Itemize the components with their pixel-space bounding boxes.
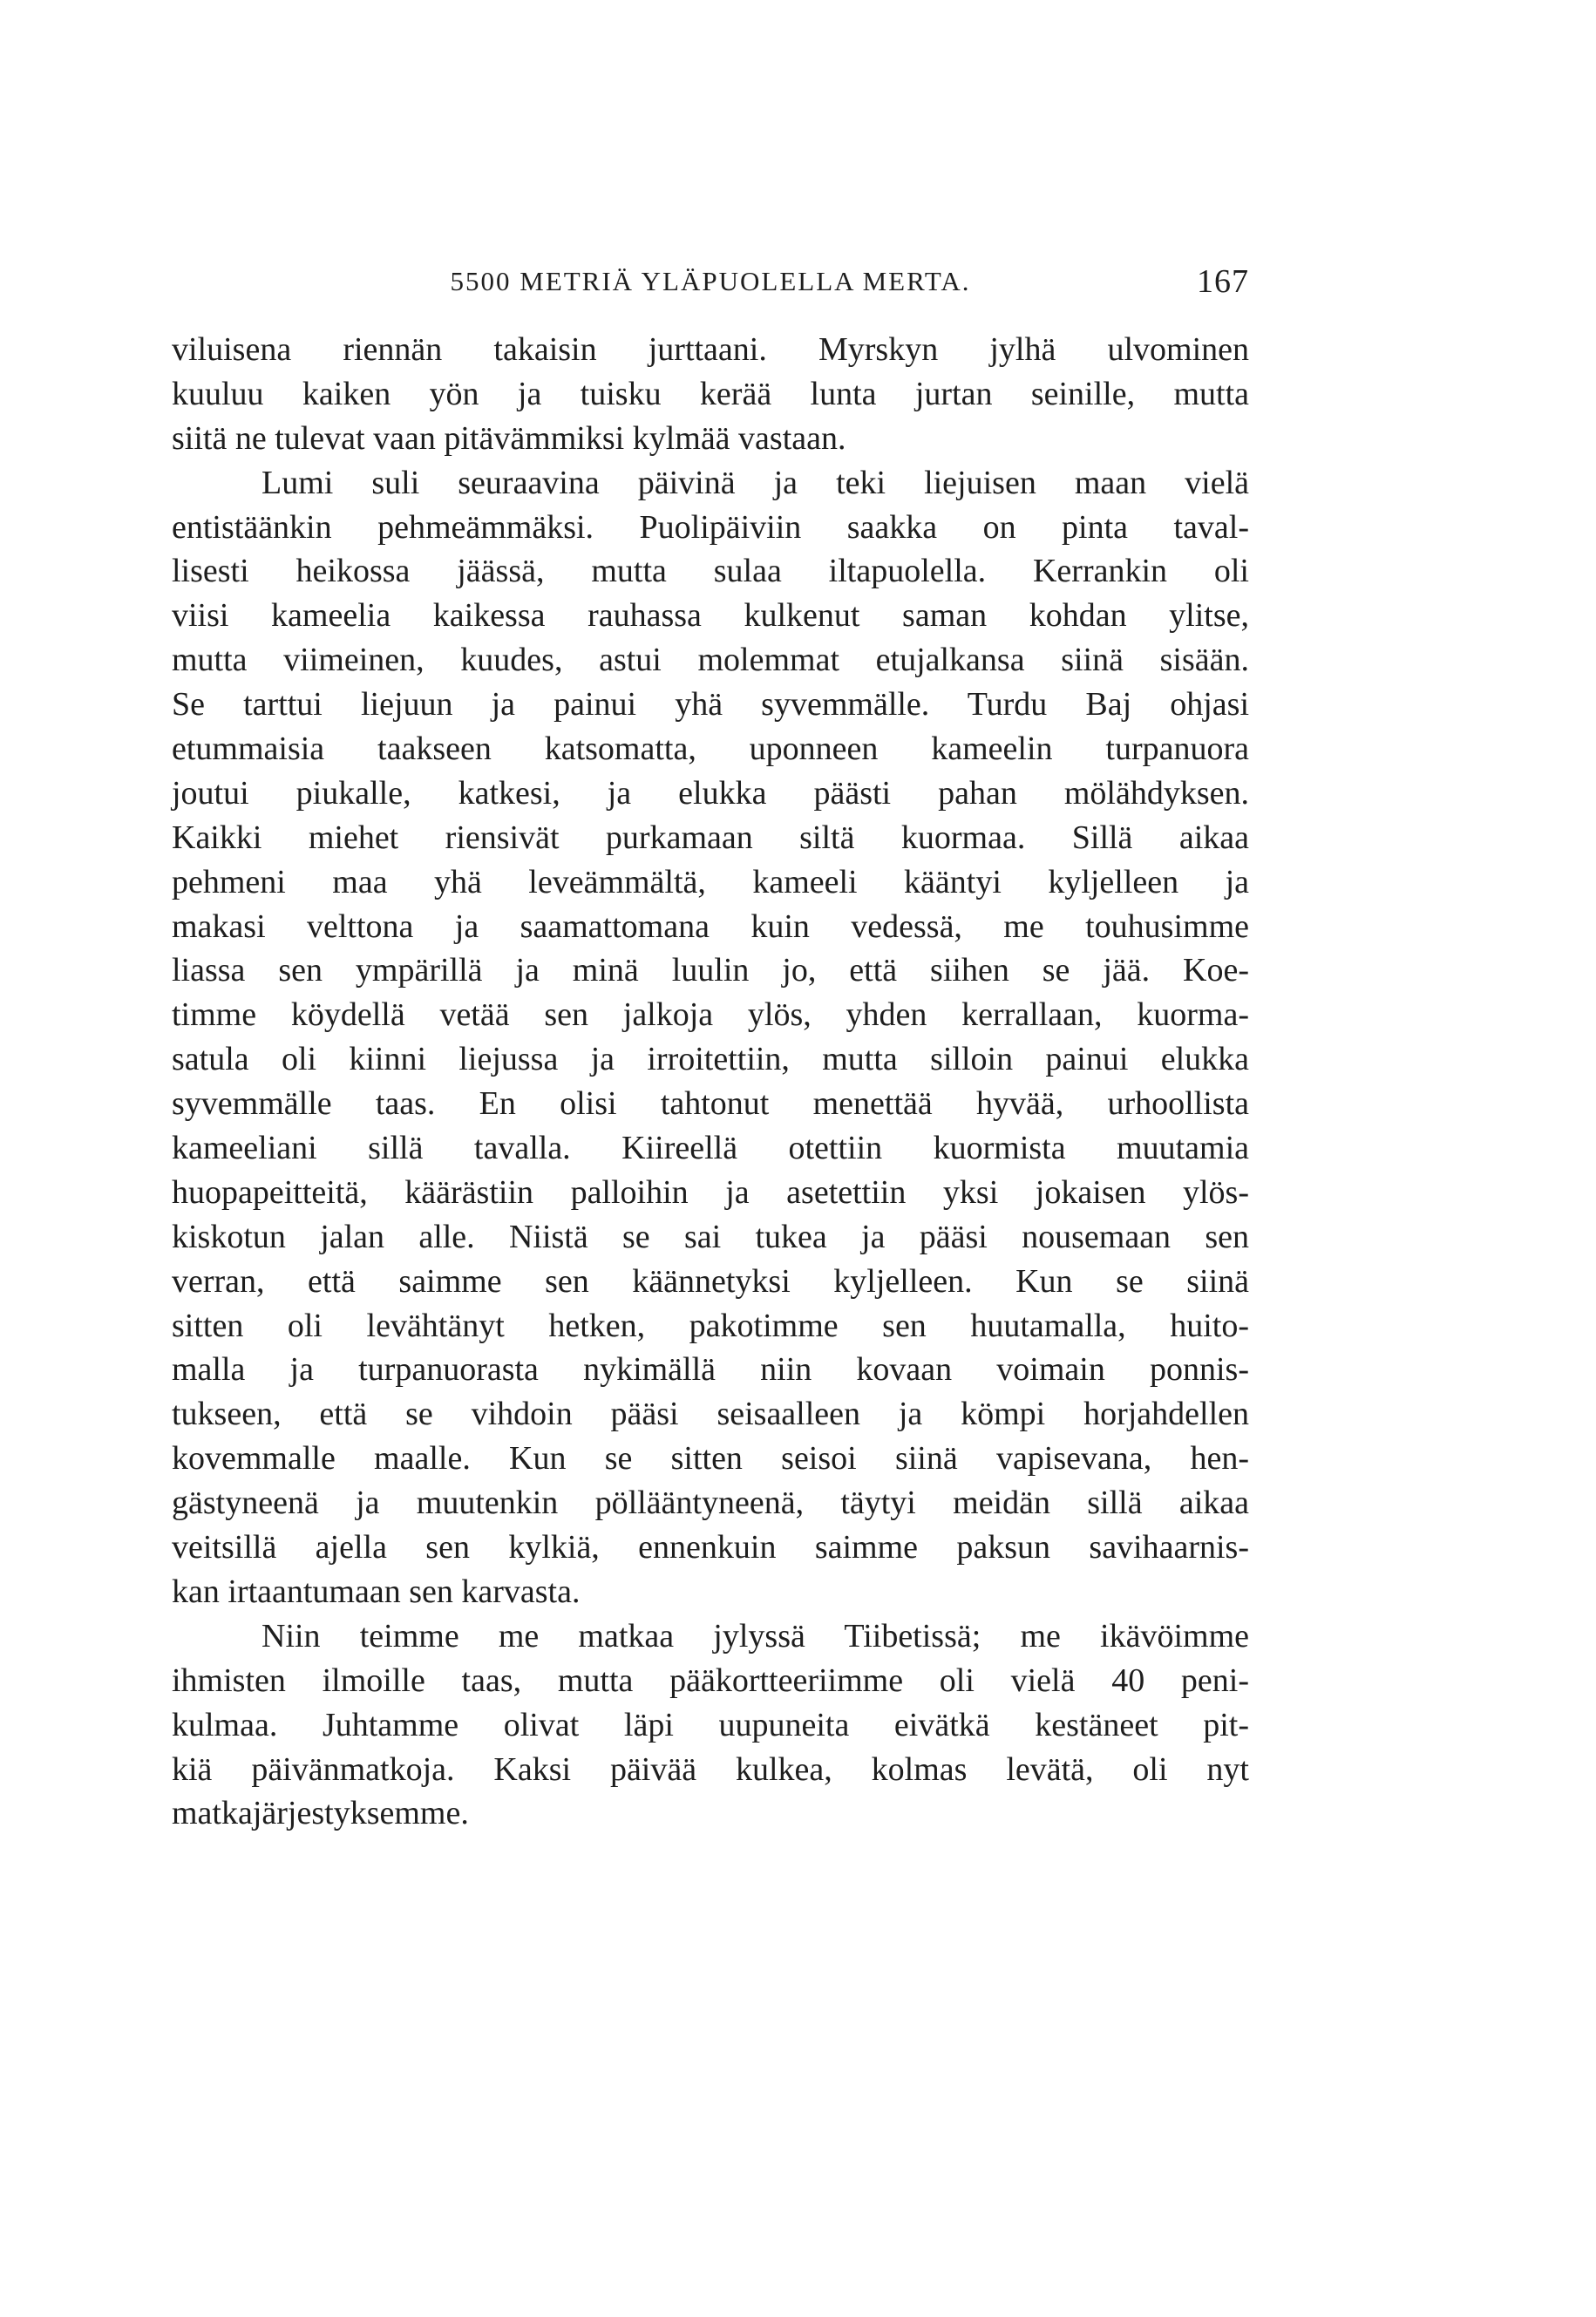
running-head <box>172 263 1249 309</box>
text-line: Kaikki miehet riensivät purkamaan siltä kuormaa. Sillä aikaa <box>172 819 1249 856</box>
text-line: lisesti heikossa jäässä, mutta sulaa iltapuolella. Kerrankin oli <box>172 553 1249 590</box>
text-line: satula oli kiinni liejussa ja irroitettiin, mutta silloin painui elukka <box>172 1041 1249 1078</box>
text-line: kiskotun jalan alle. Niistä se sai tukea ja pääsi nousemaan sen <box>172 1218 1249 1255</box>
text-line: entistäänkin pehmeämmäksi. Puolipäiviin saakka on pinta taval- <box>172 508 1249 546</box>
text-line: mutta viimeinen, kuudes, astui molemmat etujalkansa siinä sisään. <box>172 642 1249 679</box>
text-line: kovemmalle maalle. Kun se sitten seisoi siinä vapisevana, hen- <box>172 1440 1249 1478</box>
text-line: timme köydellä vetää sen jalkoja ylös, yhden kerrallaan, kuorma- <box>172 996 1249 1034</box>
text-line: ihmisten ilmoille taas, mutta pääkortteeriimme oli vielä 40 peni- <box>172 1661 1249 1699</box>
text-line: syvemmälle taas. En olisi tahtonut menettää hyvää, urhoollista <box>172 1085 1249 1123</box>
text-line: viluisena riennän takaisin jurttaani. Myrskyn jylhä ulvominen <box>172 331 1249 368</box>
text-line: pehmeni maa yhä leveämmältä, kameeli kääntyi kyljelleen ja <box>172 863 1249 900</box>
text-line: etummaisia taakseen katsomatta, uponneen kameelin turpanuora <box>172 730 1249 768</box>
text-line: gästyneenä ja muutenkin pöllääntyneenä, täytyi meidän sillä aikaa <box>172 1485 1249 1522</box>
text-line: malla ja turpanuorasta nykimällä niin kovaan voimain ponnis- <box>172 1351 1249 1389</box>
paragraph-first-line: Lumi suli seuraavina päivinä ja teki liejuisen maan vielä <box>261 464 1249 501</box>
text-line: kiä päivänmatkoja. Kaksi päivää kulkea, kolmas levätä, oli nyt <box>172 1750 1249 1788</box>
text-line: kuuluu kaiken yön ja tuisku kerää lunta jurtan seinille, mutta <box>172 375 1249 412</box>
text-line: matkajärjestyksemme. <box>172 1795 469 1832</box>
text-line: siitä ne tulevat vaan pitävämmiksi kylmää vastaan. <box>172 419 846 457</box>
text-line: joutui piukalle, katkesi, ja elukka päästi pahan mölähdyksen. <box>172 774 1249 812</box>
text-line: makasi velttona ja saamattomana kuin vedessä, me touhusimme <box>172 907 1249 945</box>
text-line: veitsillä ajella sen kylkiä, ennenkuin saimme paksun savihaarnis- <box>172 1529 1249 1566</box>
running-title: 5500 METRIÄ YLÄPUOLELLA MERTA. <box>450 266 971 296</box>
text-line: huopapeitteitä, käärästiin palloihin ja asetettiin yksi jokaisen ylös- <box>172 1173 1249 1211</box>
text-line: verran, että saimme sen käännetyksi kyljelleen. Kun se siinä <box>172 1262 1249 1300</box>
text-line: Se tarttui liejuun ja painui yhä syvemmälle. Turdu Baj ohjasi <box>172 686 1249 724</box>
text-line: tukseen, että se vihdoin pääsi seisaalleen ja kömpi horjahdellen <box>172 1396 1249 1433</box>
paragraph-first-line: Niin teimme me matkaa jylyssä Tiibetissä; me ikävöimme <box>261 1617 1249 1655</box>
body-text <box>172 328 1249 1836</box>
text-line: viisi kameelia kaikessa rauhassa kulkenut saman kohdan ylitse, <box>172 597 1249 635</box>
text-line: kameeliani sillä tavalla. Kiireellä otettiin kuormista muutamia <box>172 1130 1249 1167</box>
text-line: kan irtaantumaan sen karvasta. <box>172 1573 581 1610</box>
page-number: 167 <box>1197 263 1249 300</box>
text-line: liassa sen ympärillä ja minä luulin jo, että siihen se jää. Koe- <box>172 952 1249 989</box>
text-line: kulmaa. Juhtamme olivat läpi uupuneita eivätkä kestäneet pit- <box>172 1706 1249 1743</box>
text-line: sitten oli levähtänyt hetken, pakotimme sen huutamalla, huito- <box>172 1307 1249 1344</box>
